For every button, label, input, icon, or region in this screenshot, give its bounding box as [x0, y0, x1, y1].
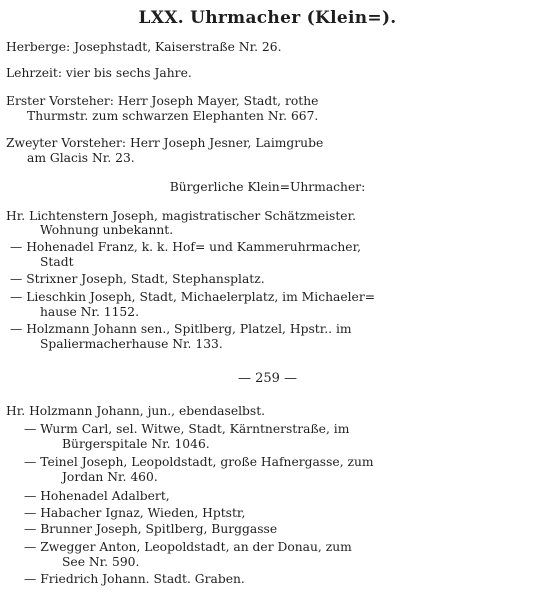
entry-line: — Habacher Ignaz, Wieden, Hptstr, [24, 506, 246, 520]
entry-line: — Hohenadel Adalbert, [24, 489, 170, 503]
first-chairman-line-1: Erster Vorsteher: Herr Joseph Mayer, Stadt, rothe [6, 94, 319, 108]
entry-line: — Teinel Joseph, Leopoldstadt, große Hafnergasse, zum [24, 455, 374, 469]
entry-line: hause Nr. 1152. [40, 305, 139, 319]
subheading: Bürgerliche Klein=Uhrmacher: [169, 180, 366, 194]
entry-line: — Zwegger Anton, Leopoldstadt, an der Donau, zum [24, 540, 352, 554]
entry-line: Jordan Nr. 460. [62, 470, 158, 484]
entry-line: — Wurm Carl, sel. Witwe, Stadt, Kärntnerstraße, im [24, 422, 350, 436]
entry-line: See Nr. 590. [62, 555, 140, 569]
herberge-line: Herberge: Josephstadt, Kaiserstraße Nr. 26. [6, 40, 282, 54]
entry-line: — Brunner Joseph, Spitlberg, Burggasse [24, 522, 278, 536]
section-heading: LXX. Uhrmacher (Klein=). [138, 8, 397, 28]
second-chairman-line-1: Zweyter Vorsteher: Herr Joseph Jesner, Laimgrube [6, 136, 324, 150]
first-chairman-line-2: Thurmstr. zum schwarzen Elephanten Nr. 667. [27, 109, 319, 123]
lehrzeit-line: Lehrzeit: vier bis sechs Jahre. [6, 66, 192, 80]
entry-line: — Strixner Joseph, Stadt, Stephansplatz. [10, 272, 265, 286]
entry-line: Hr. Lichtenstern Joseph, magistratischer Schätzmeister. [6, 209, 357, 223]
entry-line: Stadt [40, 255, 74, 269]
second-chairman-line-2: am Glacis Nr. 23. [27, 151, 135, 165]
entry-line: — Hohenadel Franz, k. k. Hof= und Kammeruhrmacher, [10, 240, 362, 254]
entry-line: — Lieschkin Joseph, Stadt, Michaelerplatz, im Michaeler= [10, 290, 376, 304]
entry-line: — Friedrich Johann. Stadt. Graben. [24, 572, 245, 586]
entry-line: — Holzmann Johann sen., Spitlberg, Platzel, Hpstr.. im [10, 322, 352, 336]
entry-line: Bürgerspitale Nr. 1046. [62, 437, 210, 451]
entry-line: Spaliermacherhause Nr. 133. [40, 337, 223, 351]
entry-line: Wohnung unbekannt. [40, 223, 174, 237]
entry-line: Hr. Holzmann Johann, jun., ebendaselbst. [6, 404, 266, 418]
page-number: — 259 — [237, 371, 298, 386]
